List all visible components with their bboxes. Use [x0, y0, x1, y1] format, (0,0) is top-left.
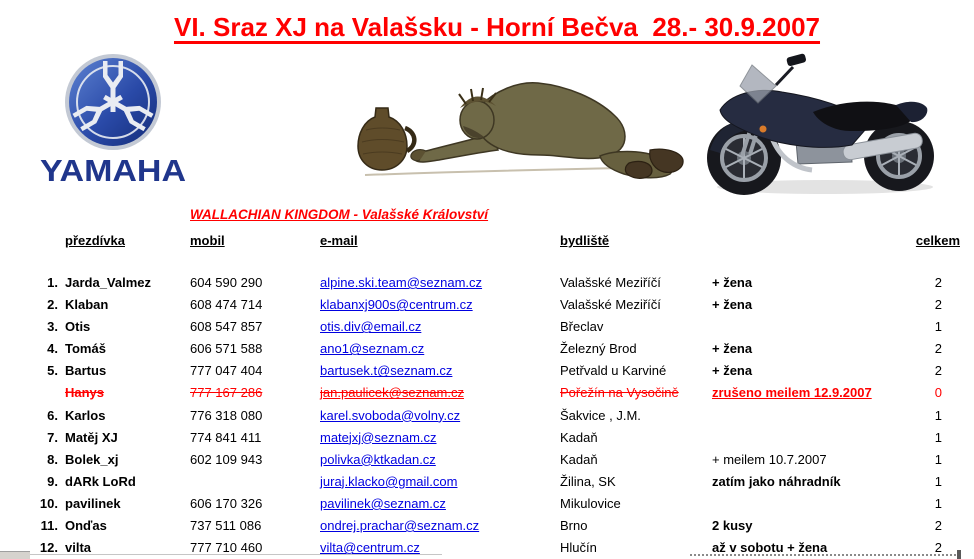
- participant-note: + žena: [712, 341, 753, 357]
- participant-email-link[interactable]: pavilinek@seznam.cz: [320, 495, 446, 511]
- participant-residence: Šakvice , J.M.: [560, 407, 641, 423]
- crawling-man-icon: [330, 56, 690, 198]
- participant-residence: Pořežín na Vysočině: [560, 385, 679, 401]
- participant-email-link[interactable]: bartusek.t@seznam.cz: [320, 363, 453, 379]
- participant-mobile: 606 571 588: [190, 341, 263, 357]
- participant-nickname: Klaban: [65, 297, 109, 313]
- participant-mobile: 608 474 714: [190, 297, 263, 313]
- participant-nickname: Matěj XJ: [65, 429, 118, 445]
- participant-nickname: Bolek_xj: [65, 451, 119, 467]
- participant-note: + žena: [712, 275, 753, 290]
- participant-number: 11.: [40, 518, 58, 534]
- table-row: [0, 363, 974, 385]
- participant-total: 0: [934, 385, 942, 401]
- table-row: [0, 408, 974, 430]
- participant-nickname: Hanys: [65, 385, 105, 401]
- participant-note: zrušeno meilem 12.9.2007: [712, 385, 872, 401]
- participant-note: až v sobotu + žena: [712, 540, 828, 556]
- participant-nickname: pavilinek: [65, 495, 121, 511]
- participant-mobile: 776 318 080: [190, 407, 263, 423]
- participant-email-link[interactable]: matejxj@seznam.cz: [320, 429, 437, 445]
- table-row: [0, 496, 974, 518]
- participant-total: 1: [934, 319, 942, 335]
- participant-note: 2 kusy: [712, 518, 753, 534]
- table-row: [0, 474, 974, 496]
- participant-mobile: 608 547 857: [190, 319, 263, 335]
- participant-note: + meilem 10.7.2007: [712, 451, 827, 467]
- participant-total: 1: [934, 407, 942, 423]
- header-residence: bydliště: [560, 233, 610, 248]
- participant-mobile: 604 590 290: [190, 275, 263, 290]
- participant-mobile: 737 511 086: [190, 518, 262, 534]
- participant-total: 1: [934, 495, 942, 511]
- participant-total: 1: [934, 473, 942, 489]
- participant-number: 10.: [39, 495, 58, 511]
- participant-email-link[interactable]: polivka@ktkadan.cz: [320, 451, 436, 467]
- participant-nickname: Bartus: [65, 363, 107, 379]
- participant-residence: Hlučín: [560, 540, 597, 556]
- participant-email-link[interactable]: vilta@centrum.cz: [320, 540, 420, 556]
- participant-number: 6.: [47, 407, 58, 423]
- participant-mobile: 777 167 286: [190, 385, 263, 401]
- participant-email-link[interactable]: ondrej.prachar@seznam.cz: [320, 518, 480, 534]
- bottom-edge-line: [30, 554, 442, 555]
- yamaha-logo: [38, 54, 188, 187]
- table-header-row: [0, 233, 974, 251]
- participant-nickname: Karlos: [65, 407, 106, 423]
- participant-total: 1: [934, 429, 942, 445]
- participant-number: 5.: [47, 363, 58, 379]
- participant-number: 8.: [47, 451, 58, 467]
- bottom-edge-tick: [957, 550, 961, 559]
- table-row: [0, 385, 974, 407]
- participant-email-link[interactable]: alpine.ski.team@seznam.cz: [320, 275, 483, 290]
- participant-note: zatím jako náhradník: [712, 473, 841, 489]
- participant-mobile: 777 710 460: [190, 540, 263, 556]
- participant-residence: Železný Brod: [560, 341, 637, 357]
- participant-email-link[interactable]: klabanxj900s@centrum.cz: [320, 297, 473, 313]
- participant-total: 1: [934, 451, 942, 467]
- participant-residence: Brno: [560, 518, 588, 534]
- participant-nickname: vilta: [65, 540, 92, 556]
- participant-number: 1.: [47, 275, 58, 290]
- table-row: [0, 319, 974, 341]
- participant-number: 9.: [47, 473, 58, 489]
- header-total: celkem: [915, 233, 960, 248]
- participant-number: 7.: [47, 429, 58, 445]
- table-row: [0, 275, 974, 297]
- page-break-dotted-line: [690, 554, 956, 556]
- participant-total: 2: [934, 275, 942, 290]
- participant-email-link[interactable]: juraj.klacko@gmail.com: [320, 473, 458, 489]
- table-row: [0, 540, 974, 559]
- motorcycle-photo: [700, 50, 962, 198]
- participant-total: 2: [934, 341, 942, 357]
- header-nickname: přezdívka: [65, 233, 125, 248]
- participants-rows: [0, 275, 974, 559]
- participant-number: 4.: [47, 341, 58, 357]
- participant-nickname: Otis: [65, 319, 91, 335]
- participant-residence: Petřvald u Karviné: [560, 363, 667, 379]
- participant-mobile: 602 109 943: [190, 451, 263, 467]
- participant-residence: Kadaň: [560, 429, 598, 445]
- participant-number: 3.: [47, 319, 58, 335]
- participant-total: 2: [934, 518, 942, 534]
- table-row: [0, 518, 974, 540]
- participant-residence: Žilina, SK: [560, 473, 616, 489]
- participant-note: + žena: [712, 297, 753, 313]
- yamaha-logo-icon: [38, 54, 188, 187]
- participant-email-link[interactable]: karel.svoboda@volny.cz: [320, 407, 461, 423]
- participant-residence: Mikulovice: [560, 495, 621, 511]
- participant-number: 2.: [47, 297, 58, 313]
- participant-nickname: dARk LoRd: [65, 473, 136, 489]
- participant-residence: Břeclav: [560, 319, 604, 335]
- kingdom-heading: WALLACHIAN KINGDOM - Valašské Království: [190, 207, 489, 222]
- motorcycle-icon: [700, 50, 962, 198]
- table-row: [0, 341, 974, 363]
- participant-nickname: Jarda_Valmez: [65, 275, 152, 290]
- participant-email-link[interactable]: otis.div@email.cz: [320, 319, 422, 335]
- participant-nickname: Onďas: [65, 518, 107, 534]
- participant-note: + žena: [712, 363, 753, 379]
- participant-email-link[interactable]: ano1@seznam.cz: [320, 341, 425, 357]
- participant-residence: Kadaň: [560, 451, 598, 467]
- participant-residence: Valašské Meziříčí: [560, 297, 661, 313]
- table-row: [0, 297, 974, 319]
- participant-number: 12.: [39, 540, 58, 556]
- participant-total: 2: [934, 363, 942, 379]
- participant-mobile: 774 841 411: [190, 429, 262, 445]
- participant-total: 2: [934, 540, 942, 556]
- participant-mobile: 606 170 326: [190, 495, 263, 511]
- header-email: e-mail: [320, 233, 358, 248]
- crawling-man-illustration: [330, 56, 690, 198]
- participant-total: 2: [934, 297, 942, 313]
- table-row: [0, 430, 974, 452]
- scrollbar-corner: [0, 551, 30, 559]
- yamaha-wordmark: YAMAHA: [40, 153, 186, 187]
- participant-residence: Valašské Meziříčí: [560, 275, 661, 290]
- header-mobile: mobil: [190, 233, 225, 248]
- page-title: VI. Sraz XJ na Valašsku - Horní Bečva 28.- 30.9.2007: [173, 12, 821, 42]
- participant-nickname: Tomáš: [65, 341, 106, 357]
- participant-email-link[interactable]: jan.paulicek@seznam.cz: [320, 385, 464, 401]
- participant-mobile: 777 047 404: [190, 363, 263, 379]
- table-row: [0, 452, 974, 474]
